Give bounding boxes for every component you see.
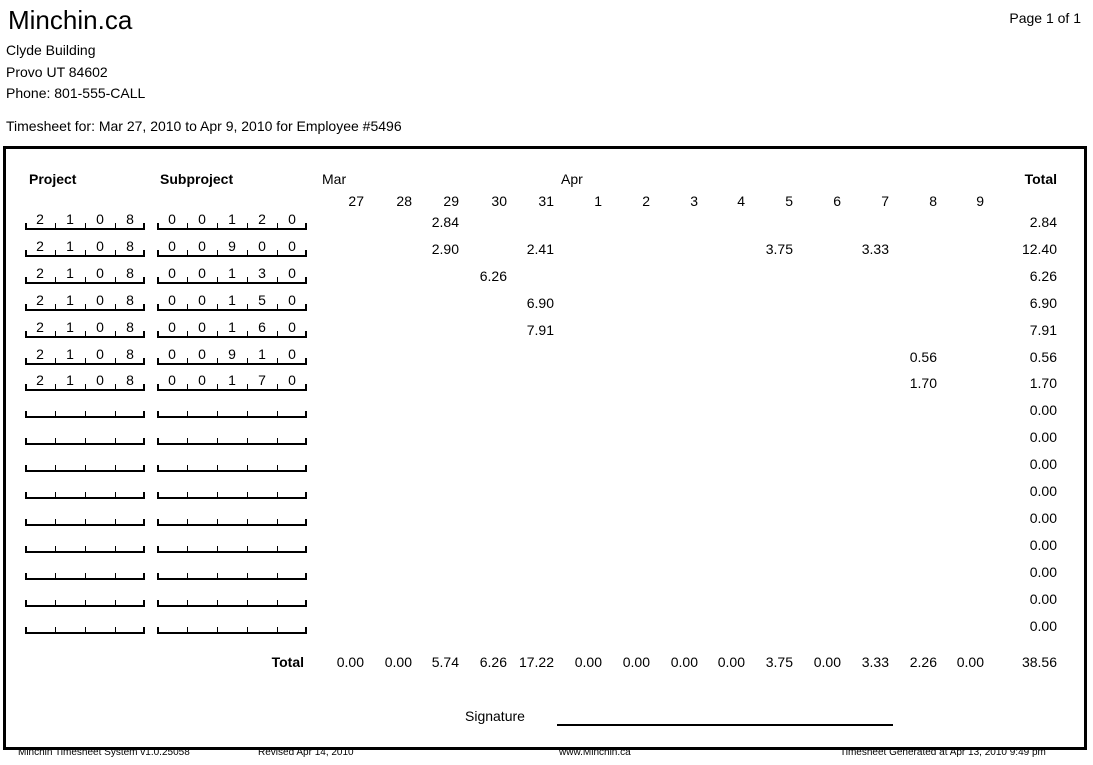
subproject-code-field[interactable] (157, 372, 307, 391)
code-digit: 0 (96, 265, 104, 281)
code-tick (157, 411, 159, 418)
code-tick (277, 519, 278, 526)
code-digit: 0 (198, 211, 206, 227)
code-digit: 1 (66, 211, 74, 227)
row-total: 12.40 (1021, 241, 1057, 257)
code-tick (217, 492, 218, 499)
subproject-code-field[interactable] (157, 510, 307, 526)
code-digit: 0 (198, 346, 206, 362)
row-total: 6.26 (1029, 268, 1057, 284)
code-digit: 1 (228, 265, 236, 281)
code-tick (277, 546, 278, 553)
code-tick (85, 573, 86, 580)
code-tick (305, 627, 307, 634)
day-total: 2.26 (909, 654, 937, 670)
code-tick (217, 519, 218, 526)
hours-cell: 7.91 (526, 322, 554, 338)
code-digit: 0 (96, 211, 104, 227)
code-tick (187, 627, 188, 634)
subproject-code-field[interactable] (157, 429, 307, 445)
code-baseline (157, 416, 307, 418)
project-code-field[interactable] (25, 211, 145, 230)
code-digit: 6 (258, 319, 266, 335)
subproject-code-field[interactable] (157, 292, 307, 311)
code-baseline (157, 632, 307, 634)
code-baseline (157, 443, 307, 445)
code-tick (305, 546, 307, 553)
code-digit: 0 (168, 265, 176, 281)
hours-cell: 3.33 (861, 241, 889, 257)
project-code-field[interactable] (25, 346, 145, 365)
code-digit: 0 (288, 372, 296, 388)
day-header: 31 (538, 193, 554, 209)
code-digit: 0 (96, 372, 104, 388)
code-tick (187, 438, 188, 445)
code-digit: 0 (288, 319, 296, 335)
hours-cell: 2.41 (526, 241, 554, 257)
code-tick (187, 411, 188, 418)
day-header: 30 (491, 193, 507, 209)
project-code-field[interactable] (25, 483, 145, 499)
code-tick (55, 546, 56, 553)
subproject-code-field[interactable] (157, 402, 307, 418)
code-tick (85, 411, 86, 418)
code-tick (247, 519, 248, 526)
day-header: 27 (348, 193, 364, 209)
code-digit: 0 (96, 346, 104, 362)
totals-row-label: Total (271, 654, 304, 670)
subproject-column-header: Subproject (160, 171, 234, 187)
code-tick (25, 411, 27, 418)
day-header: 9 (976, 193, 984, 209)
project-code-field[interactable] (25, 564, 145, 580)
code-tick (55, 465, 56, 472)
code-tick (217, 411, 218, 418)
day-total: 0.00 (670, 654, 698, 670)
day-header: 1 (594, 193, 602, 209)
code-digit: 1 (66, 319, 74, 335)
project-column-header: Project (29, 171, 77, 187)
row-total: 0.00 (1029, 537, 1057, 553)
address-line-1: Clyde Building (6, 42, 96, 58)
code-tick (187, 573, 188, 580)
code-tick (55, 492, 56, 499)
code-digit: 2 (36, 238, 44, 254)
code-digit: 2 (36, 211, 44, 227)
code-tick (143, 546, 145, 553)
code-baseline (157, 605, 307, 607)
subproject-code-field[interactable] (157, 537, 307, 553)
project-code-field[interactable] (25, 319, 145, 338)
row-total: 0.00 (1029, 510, 1057, 526)
code-tick (55, 438, 56, 445)
code-digit: 0 (198, 372, 206, 388)
code-baseline (157, 309, 307, 311)
code-digit: 0 (288, 265, 296, 281)
code-tick (157, 573, 159, 580)
code-digit: 9 (228, 346, 236, 362)
code-tick (305, 411, 307, 418)
code-digit: 0 (96, 292, 104, 308)
code-tick (217, 438, 218, 445)
day-total: 0.00 (622, 654, 650, 670)
day-total: 0.00 (717, 654, 745, 670)
code-tick (187, 600, 188, 607)
code-tick (187, 492, 188, 499)
code-tick (217, 573, 218, 580)
row-total: 0.00 (1029, 591, 1057, 607)
row-total: 0.00 (1029, 483, 1057, 499)
project-code-field[interactable] (25, 238, 145, 257)
code-tick (277, 438, 278, 445)
code-tick (247, 465, 248, 472)
total-column-header: Total (1024, 171, 1057, 187)
code-digit: 1 (66, 292, 74, 308)
code-digit: 0 (168, 346, 176, 362)
code-digit: 2 (36, 292, 44, 308)
code-tick (143, 411, 145, 418)
row-total: 2.84 (1029, 214, 1057, 230)
code-tick (115, 411, 116, 418)
code-tick (25, 438, 27, 445)
code-tick (277, 411, 278, 418)
code-tick (157, 600, 159, 607)
code-tick (115, 627, 116, 634)
code-tick (85, 627, 86, 634)
code-digit: 0 (288, 211, 296, 227)
day-total: 0.00 (384, 654, 412, 670)
code-tick (157, 465, 159, 472)
project-code-field[interactable] (25, 265, 145, 284)
day-header: 7 (881, 193, 889, 209)
code-tick (25, 573, 27, 580)
code-tick (143, 492, 145, 499)
code-tick (305, 492, 307, 499)
code-tick (217, 465, 218, 472)
code-tick (55, 627, 56, 634)
project-code-field[interactable] (25, 429, 145, 445)
row-total: 0.00 (1029, 429, 1057, 445)
code-tick (115, 438, 116, 445)
code-digit: 1 (66, 238, 74, 254)
hours-cell: 2.84 (431, 214, 459, 230)
code-tick (187, 519, 188, 526)
code-tick (115, 492, 116, 499)
code-tick (305, 573, 307, 580)
code-tick (115, 519, 116, 526)
subproject-code-field[interactable] (157, 211, 307, 230)
code-tick (85, 492, 86, 499)
code-baseline (157, 389, 307, 391)
hours-cell: 6.90 (526, 295, 554, 311)
project-code-field[interactable] (25, 292, 145, 311)
address-line-3: Phone: 801-555-CALL (6, 85, 146, 101)
code-tick (25, 465, 27, 472)
code-digit: 0 (168, 292, 176, 308)
hours-cell: 3.75 (765, 241, 793, 257)
code-digit: 0 (288, 292, 296, 308)
project-code-field[interactable] (25, 618, 145, 634)
code-digit: 2 (36, 346, 44, 362)
code-tick (55, 519, 56, 526)
code-digit: 0 (198, 265, 206, 281)
code-tick (217, 627, 218, 634)
code-digit: 0 (96, 319, 104, 335)
row-total: 0.00 (1029, 456, 1057, 472)
code-tick (217, 600, 218, 607)
hours-cell: 1.70 (909, 375, 937, 391)
code-tick (25, 600, 27, 607)
day-header: 3 (690, 193, 698, 209)
day-total: 3.33 (861, 654, 889, 670)
day-header: 6 (833, 193, 841, 209)
day-header: 29 (443, 193, 459, 209)
footer-generated: Timesheet Generated at Apr 13, 2010 9:49 pm (840, 747, 1046, 758)
day-header: 8 (929, 193, 937, 209)
code-tick (247, 627, 248, 634)
code-digit: 1 (66, 372, 74, 388)
code-tick (277, 600, 278, 607)
code-baseline (157, 255, 307, 257)
month-label-mar: Mar (322, 171, 347, 187)
code-baseline (157, 497, 307, 499)
day-header: 4 (737, 193, 745, 209)
code-digit: 8 (126, 238, 134, 254)
code-tick (187, 546, 188, 553)
code-digit: 0 (198, 319, 206, 335)
code-digit: 8 (126, 292, 134, 308)
day-total: 0.00 (574, 654, 602, 670)
hours-cell: 6.26 (479, 268, 507, 284)
hours-cell: 0.56 (909, 349, 937, 365)
code-digit: 8 (126, 346, 134, 362)
project-code-field[interactable] (25, 591, 145, 607)
project-code-field[interactable] (25, 402, 145, 418)
code-tick (85, 438, 86, 445)
code-tick (25, 492, 27, 499)
subproject-code-field[interactable] (157, 238, 307, 257)
row-total: 0.00 (1029, 564, 1057, 580)
code-tick (143, 438, 145, 445)
code-tick (55, 600, 56, 607)
code-tick (247, 411, 248, 418)
code-tick (115, 546, 116, 553)
signature-label: Signature (465, 708, 525, 724)
code-tick (187, 465, 188, 472)
code-digit: 8 (126, 211, 134, 227)
code-digit: 5 (258, 292, 266, 308)
code-tick (277, 573, 278, 580)
code-digit: 0 (168, 211, 176, 227)
code-digit: 1 (228, 372, 236, 388)
code-baseline (157, 363, 307, 365)
code-digit: 3 (258, 265, 266, 281)
code-digit: 0 (258, 238, 266, 254)
code-tick (305, 438, 307, 445)
row-total: 0.56 (1029, 349, 1057, 365)
code-tick (85, 546, 86, 553)
code-digit: 0 (168, 238, 176, 254)
month-label-apr: Apr (561, 171, 583, 187)
day-total: 0.00 (956, 654, 984, 670)
code-digit: 2 (258, 211, 266, 227)
code-tick (85, 465, 86, 472)
footer-website: www.Minchin.ca (559, 747, 631, 758)
code-tick (143, 573, 145, 580)
code-tick (305, 600, 307, 607)
footer-system: Minchin Timesheet System v1.0.25058 (18, 747, 190, 758)
code-tick (157, 627, 159, 634)
subproject-code-field[interactable] (157, 618, 307, 634)
code-digit: 0 (198, 238, 206, 254)
code-digit: 0 (168, 372, 176, 388)
day-total: 3.75 (765, 654, 793, 670)
code-baseline (157, 470, 307, 472)
day-total: 17.22 (518, 654, 554, 670)
footer-revised: Revised Apr 14, 2010 (258, 747, 354, 758)
row-total: 0.00 (1029, 618, 1057, 634)
code-digit: 2 (36, 265, 44, 281)
day-total: 0.00 (336, 654, 364, 670)
code-tick (25, 627, 27, 634)
row-total: 0.00 (1029, 402, 1057, 418)
code-tick (305, 519, 307, 526)
hours-cell: 2.90 (431, 241, 459, 257)
code-tick (157, 492, 159, 499)
code-tick (85, 519, 86, 526)
project-code-field[interactable] (25, 372, 145, 391)
code-tick (247, 546, 248, 553)
code-tick (217, 546, 218, 553)
code-tick (157, 519, 159, 526)
code-baseline (157, 228, 307, 230)
code-digit: 7 (258, 372, 266, 388)
code-baseline (157, 282, 307, 284)
code-tick (305, 465, 307, 472)
code-digit: 1 (258, 346, 266, 362)
code-tick (247, 600, 248, 607)
day-total: 0.00 (813, 654, 841, 670)
subproject-code-field[interactable] (157, 483, 307, 499)
code-tick (115, 573, 116, 580)
signature-line[interactable] (557, 724, 893, 726)
company-name: Minchin.ca (8, 5, 133, 35)
code-tick (247, 573, 248, 580)
subproject-code-field[interactable] (157, 591, 307, 607)
row-total: 6.90 (1029, 295, 1057, 311)
code-tick (277, 492, 278, 499)
code-tick (247, 438, 248, 445)
subproject-code-field[interactable] (157, 456, 307, 472)
day-header: 2 (642, 193, 650, 209)
project-code-field[interactable] (25, 537, 145, 553)
code-digit: 9 (228, 238, 236, 254)
code-tick (55, 573, 56, 580)
page-indicator: Page 1 of 1 (1009, 10, 1081, 26)
code-tick (115, 465, 116, 472)
code-baseline (157, 551, 307, 553)
code-tick (277, 627, 278, 634)
day-total: 5.74 (431, 654, 459, 670)
grand-total: 38.56 (1021, 654, 1057, 670)
code-digit: 0 (168, 319, 176, 335)
code-baseline (157, 336, 307, 338)
code-digit: 1 (66, 346, 74, 362)
code-digit: 0 (96, 238, 104, 254)
code-tick (143, 600, 145, 607)
code-digit: 1 (228, 211, 236, 227)
code-digit: 0 (288, 238, 296, 254)
code-digit: 8 (126, 372, 134, 388)
code-tick (85, 600, 86, 607)
code-digit: 1 (228, 292, 236, 308)
timesheet-period: Timesheet for: Mar 27, 2010 to Apr 9, 2010 for Employee #5496 (6, 118, 402, 134)
project-code-field[interactable] (25, 456, 145, 472)
code-tick (277, 465, 278, 472)
code-baseline (157, 524, 307, 526)
row-total: 7.91 (1029, 322, 1057, 338)
code-digit: 8 (126, 265, 134, 281)
code-tick (143, 627, 145, 634)
project-code-field[interactable] (25, 510, 145, 526)
code-digit: 0 (198, 292, 206, 308)
code-tick (143, 465, 145, 472)
code-tick (157, 438, 159, 445)
code-tick (143, 519, 145, 526)
address-line-2: Provo UT 84602 (6, 64, 108, 80)
subproject-code-field[interactable] (157, 346, 307, 365)
code-digit: 1 (228, 319, 236, 335)
day-header: 5 (785, 193, 793, 209)
code-digit: 8 (126, 319, 134, 335)
day-header: 28 (396, 193, 412, 209)
subproject-code-field[interactable] (157, 265, 307, 284)
code-digit: 1 (66, 265, 74, 281)
row-total: 1.70 (1029, 375, 1057, 391)
code-digit: 0 (288, 346, 296, 362)
code-tick (25, 546, 27, 553)
subproject-code-field[interactable] (157, 319, 307, 338)
day-total: 6.26 (479, 654, 507, 670)
code-tick (247, 492, 248, 499)
code-tick (157, 546, 159, 553)
code-tick (55, 411, 56, 418)
code-tick (115, 600, 116, 607)
code-baseline (157, 578, 307, 580)
subproject-code-field[interactable] (157, 564, 307, 580)
code-digit: 2 (36, 372, 44, 388)
code-tick (25, 519, 27, 526)
code-digit: 2 (36, 319, 44, 335)
